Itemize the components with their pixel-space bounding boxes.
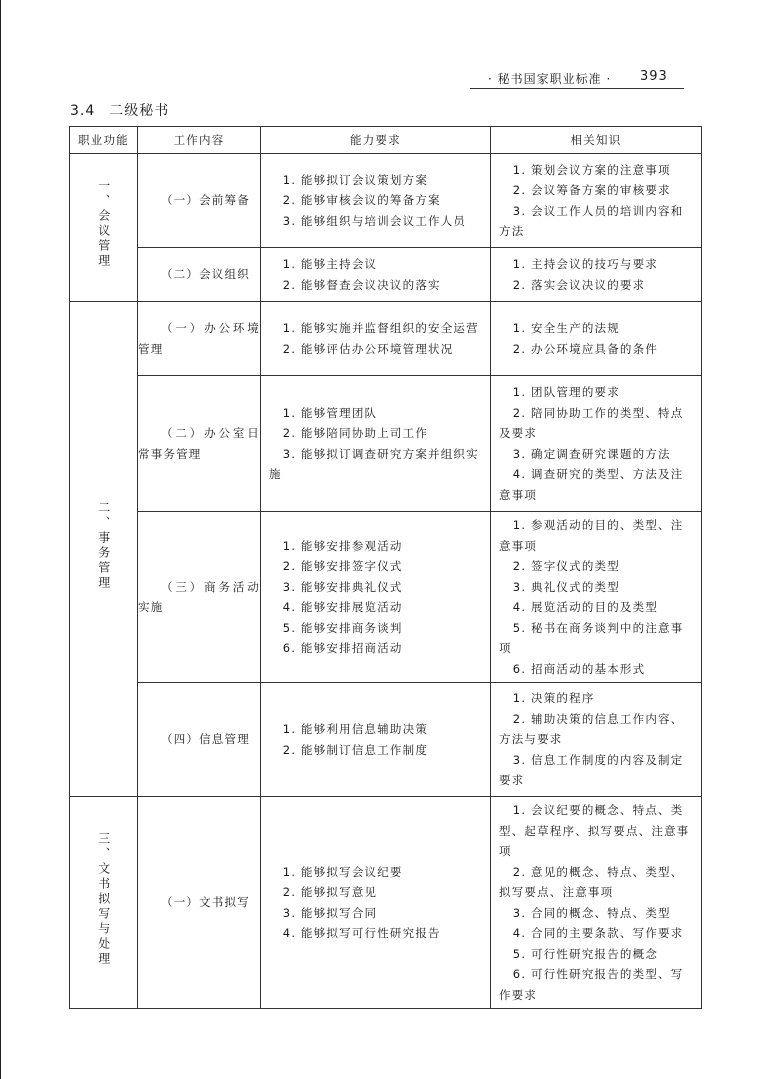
work-content-label: （二）办公室日常事务管理 xyxy=(138,426,260,461)
table-row xyxy=(70,797,702,1009)
knowledge-cell xyxy=(491,154,702,248)
ability-item: 3. 能够组织与培训会议工作人员 xyxy=(282,213,467,228)
knowledge-item: 1. 决策的程序 xyxy=(512,691,595,706)
ability-item: 3. 能够拟订调查研究方案并组织实施 xyxy=(269,446,479,481)
ability-cell xyxy=(261,376,491,512)
knowledge-item: 3. 信息工作制度的内容及制定要求 xyxy=(499,752,684,788)
table-header-row xyxy=(70,127,702,154)
ability-item: 5. 能够安排商务谈判 xyxy=(282,620,403,635)
knowledge-cell xyxy=(491,512,702,683)
knowledge-item: 1. 主持会议的技巧与要求 xyxy=(512,257,659,271)
ability-item: 2. 能够审核会议的筹备方案 xyxy=(282,193,441,208)
ability-item: 1. 能够管理团队 xyxy=(282,405,378,420)
ability-item: 2. 能够安排签字仪式 xyxy=(282,559,403,573)
knowledge-item: 6. 招商活动的基本形式 xyxy=(512,661,646,676)
knowledge-item: 1. 安全生产的法规 xyxy=(512,321,620,335)
ability-item: 1. 能够利用信息辅助决策 xyxy=(282,722,429,736)
work-content-cell xyxy=(138,683,261,797)
section-title: 二级秘书 xyxy=(109,103,170,119)
knowledge-item: 2. 意见的概念、特点、类型、拟写要点、注意事项 xyxy=(499,864,684,899)
knowledge-item: 3. 典礼仪式的类型 xyxy=(512,579,620,594)
table-row xyxy=(70,248,702,302)
ability-item: 6. 能够安排招商活动 xyxy=(282,641,403,655)
work-content-label: （三）商务活动实施 xyxy=(138,579,260,614)
work-content-label: （二）会议组织 xyxy=(161,267,250,282)
work-content-cell xyxy=(138,512,261,683)
table-body xyxy=(70,154,702,1009)
knowledge-item: 2. 会议筹备方案的审核要求 xyxy=(512,183,671,197)
page-edge-line xyxy=(0,0,1,1079)
knowledge-item: 6. 可行性研究报告的类型、写作要求 xyxy=(499,967,684,1002)
work-content-cell xyxy=(138,376,261,512)
ability-cell xyxy=(261,512,491,683)
table-row xyxy=(70,512,702,683)
ability-cell xyxy=(261,797,491,1009)
table-row xyxy=(70,302,702,376)
work-content-label: （一）文书拟写 xyxy=(161,895,250,910)
ability-item: 3. 能够安排典礼仪式 xyxy=(282,579,403,594)
ability-item: 2. 能够制订信息工作制度 xyxy=(282,742,429,757)
ability-cell xyxy=(261,302,491,376)
work-content-label: （四）信息管理 xyxy=(161,732,250,747)
ability-item: 1. 能够安排参观活动 xyxy=(282,538,403,553)
section-heading xyxy=(70,100,169,120)
knowledge-cell xyxy=(491,302,702,376)
ability-item: 3. 能够拟写合同 xyxy=(282,905,378,920)
running-header xyxy=(470,66,684,89)
knowledge-item: 2. 落实会议决议的要求 xyxy=(512,277,646,292)
knowledge-item: 3. 确定调查研究课题的方法 xyxy=(512,446,671,461)
function-cell xyxy=(70,797,138,1009)
work-content-cell xyxy=(138,797,261,1009)
work-content-cell xyxy=(138,302,261,376)
function-label: 一、会议管理 xyxy=(96,179,111,270)
knowledge-item: 1. 参观活动的目的、类型、注意事项 xyxy=(499,518,684,553)
knowledge-cell xyxy=(491,248,702,302)
knowledge-item: 1. 会议纪要的概念、特点、类型、起草程序、拟写要点、注意事项 xyxy=(499,803,690,858)
standards-table xyxy=(69,126,702,1009)
ability-cell xyxy=(261,683,491,797)
function-label: 三、文书拟写与处理 xyxy=(96,831,111,967)
ability-item: 1. 能够主持会议 xyxy=(282,257,378,271)
knowledge-item: 3. 会议工作人员的培训内容和方法 xyxy=(499,203,684,238)
ability-item: 4. 能够拟写可行性研究报告 xyxy=(282,926,441,940)
ability-item: 4. 能够安排展览活动 xyxy=(282,600,403,614)
function-label: 二、事务管理 xyxy=(96,500,111,591)
knowledge-item: 4. 展览活动的目的及类型 xyxy=(512,600,659,614)
knowledge-item: 1. 团队管理的要求 xyxy=(512,385,620,399)
knowledge-item: 3. 合同的概念、特点、类型 xyxy=(512,905,671,920)
ability-item: 2. 能够陪同协助上司工作 xyxy=(282,426,429,440)
work-content-cell xyxy=(138,154,261,248)
work-content-label: （一）会前筹备 xyxy=(161,193,250,208)
ability-item: 2. 能够督查会议决议的落实 xyxy=(282,277,441,292)
knowledge-item: 1. 策划会议方案的注意事项 xyxy=(512,162,671,177)
knowledge-item: 5. 可行性研究报告的概念 xyxy=(512,946,659,961)
work-content-cell xyxy=(138,248,261,302)
column-header: 职业功能 xyxy=(70,127,138,154)
work-content-label: （一）办公环境管理 xyxy=(138,321,260,356)
ability-item: 1. 能够实施并监督组织的安全运营 xyxy=(282,321,479,335)
knowledge-cell xyxy=(491,683,702,797)
knowledge-item: 4. 合同的主要条款、写作要求 xyxy=(512,926,684,940)
knowledge-item: 4. 调查研究的类型、方法及注意事项 xyxy=(499,467,684,502)
ability-item: 1. 能够拟订会议策划方案 xyxy=(282,172,429,187)
function-cell xyxy=(70,154,138,302)
table-row xyxy=(70,683,702,797)
column-header: 工作内容 xyxy=(138,127,261,154)
ability-cell xyxy=(261,248,491,302)
ability-item: 2. 能够评估办公环境管理状况 xyxy=(282,341,454,356)
column-header: 能力要求 xyxy=(261,127,491,154)
knowledge-item: 2. 辅助决策的信息工作内容、方法与要求 xyxy=(499,711,684,747)
knowledge-item: 2. 陪同协助工作的类型、特点及要求 xyxy=(499,405,684,440)
table-row xyxy=(70,376,702,512)
knowledge-item: 5. 秘书在商务谈判中的注意事项 xyxy=(499,620,684,655)
section-number: 3.4 xyxy=(70,103,96,119)
knowledge-item: 2. 签字仪式的类型 xyxy=(512,559,620,573)
table-row xyxy=(70,154,702,248)
column-header: 相关知识 xyxy=(491,127,702,154)
ability-cell xyxy=(261,154,491,248)
knowledge-item: 2. 办公环境应具备的条件 xyxy=(512,341,659,356)
knowledge-cell xyxy=(491,797,702,1009)
knowledge-cell xyxy=(491,376,702,512)
page-number: 393 xyxy=(640,69,668,84)
running-title: · 秘书国家职业标准 · xyxy=(488,72,612,86)
function-cell xyxy=(70,302,138,797)
ability-item: 1. 能够拟写会议纪要 xyxy=(282,864,403,879)
ability-item: 2. 能够拟写意见 xyxy=(282,885,378,899)
